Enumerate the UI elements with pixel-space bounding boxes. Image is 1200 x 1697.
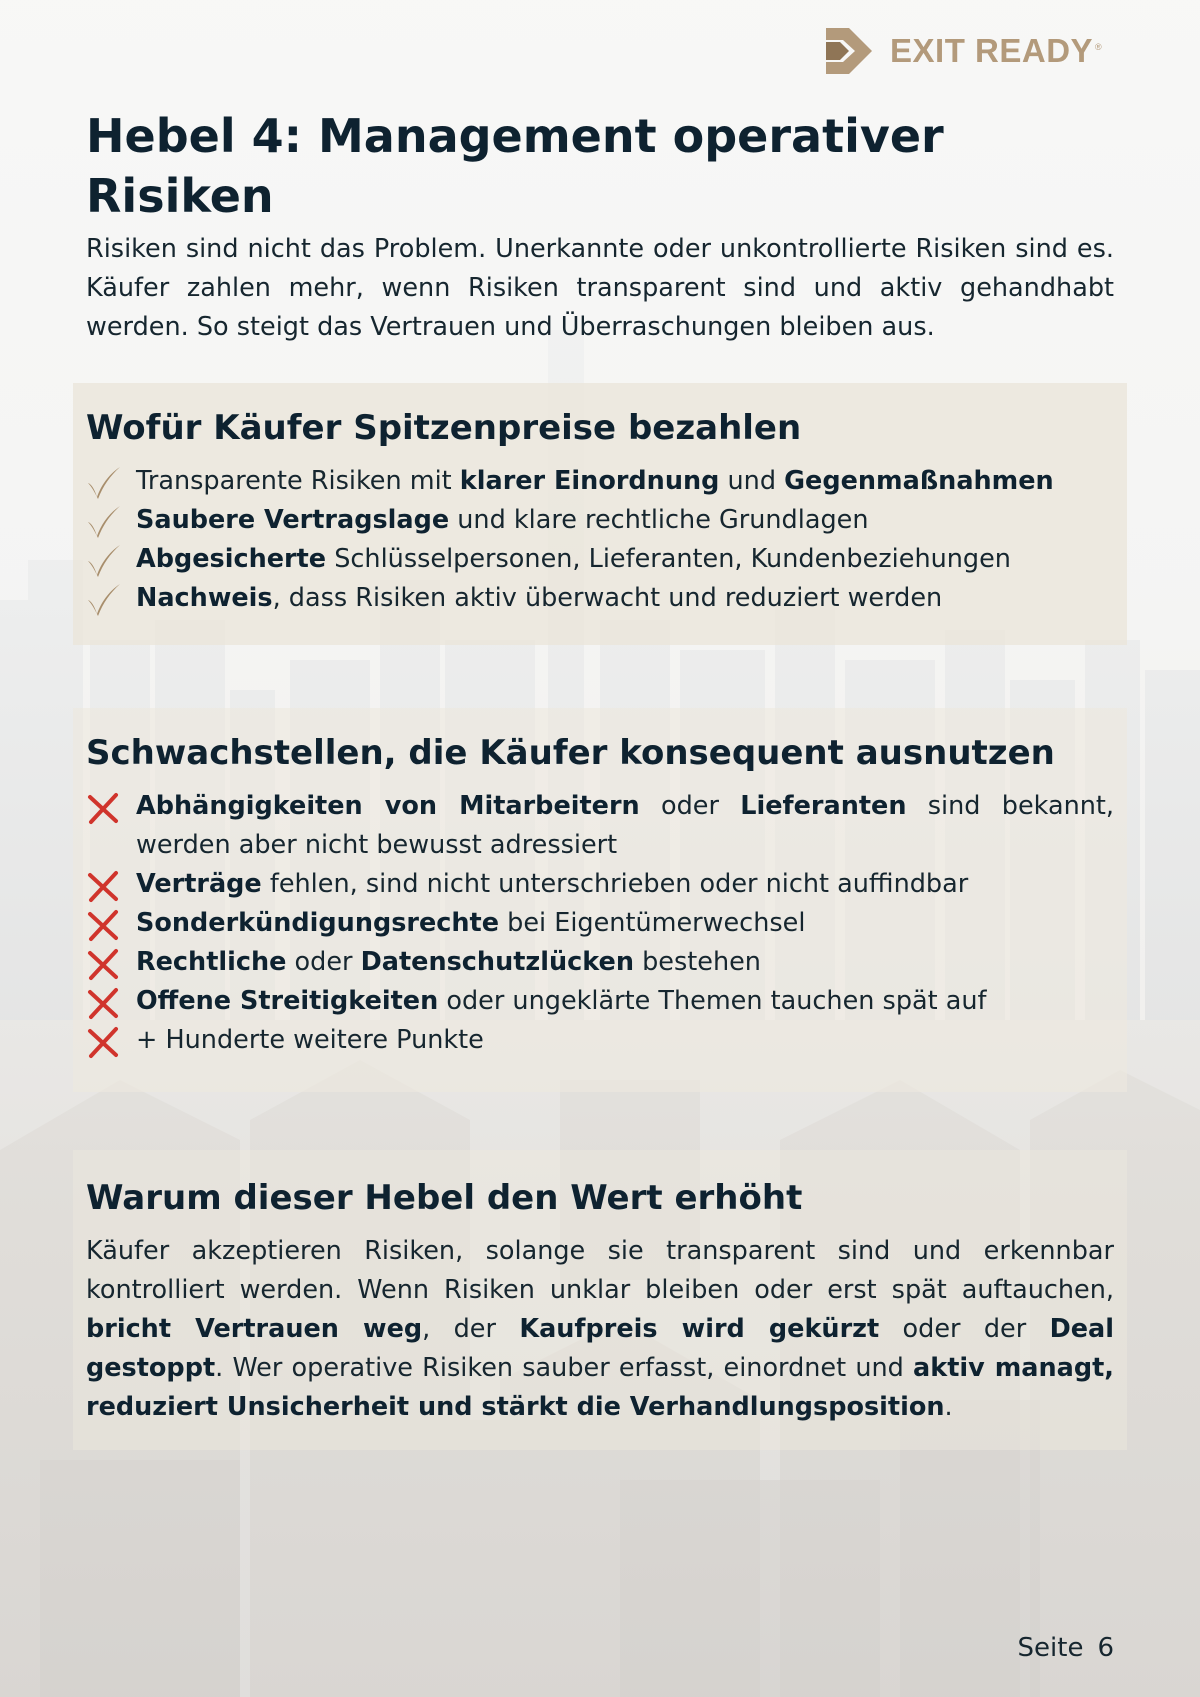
- brand-name: EXIT READY: [890, 32, 1094, 69]
- bold-text: Abgesicherte: [136, 544, 327, 574]
- check-icon: [86, 544, 122, 578]
- bold-text: Kaufpreis wird gekürzt: [519, 1314, 880, 1344]
- text-run: .: [944, 1392, 953, 1422]
- list-item: [86, 865, 1114, 904]
- intro-paragraph: Risiken sind nicht das Problem. Unerkannte oder unkontrollierte Risiken sind es. Käufer zahlen mehr, wenn Risiken transparent sind und aktiv gehandhabt werden. So steigt das Vertrauen und Überraschungen bleiben aus.: [86, 234, 1114, 342]
- value-paragraph: [86, 1232, 1114, 1427]
- check-icon: [86, 505, 122, 539]
- text-run: Käufer akzeptieren Risiken, solange sie transparent sind und erkennbar kontrolliert werden. Wenn Risiken unklar bleiben oder erst spät auftauchen,: [86, 1236, 1114, 1305]
- text-run: sind bekannt, werden aber nicht bewusst adressiert: [136, 791, 1115, 860]
- bold-text: Deal gestoppt: [86, 1314, 1114, 1383]
- negative-list: [86, 787, 1114, 1060]
- bold-text: Lieferanten: [740, 791, 907, 821]
- text-run: Transparente Risiken mit: [136, 466, 460, 496]
- list-item: [86, 787, 1114, 865]
- registered-mark: ®: [1095, 42, 1102, 52]
- page-label: Seite: [1017, 1633, 1084, 1663]
- list-item: [86, 904, 1114, 943]
- bold-text: Gegenmaßnahmen: [784, 466, 1054, 496]
- bold-text: Sonderkündigungsrechte: [136, 908, 500, 938]
- section-value: [86, 1170, 1114, 1427]
- positive-list: [86, 462, 1114, 618]
- text-run: und klare rechtliche Grundlagen: [449, 505, 869, 535]
- bold-text: Saubere Vertragslage: [136, 505, 450, 535]
- section-positive-heading: Wofür Käufer Spitzenpreise bezahlen: [86, 408, 802, 448]
- page-title: Hebel 4: Management operativer Risiken: [86, 109, 944, 223]
- bold-text: Datenschutzlücken: [360, 947, 634, 977]
- cross-icon: [86, 986, 122, 1020]
- list-item: [86, 1021, 1114, 1060]
- page-number: 6: [1097, 1633, 1114, 1663]
- list-item: [86, 943, 1114, 982]
- section-positive: [86, 400, 1114, 618]
- section-value-heading: Warum dieser Hebel den Wert erhöht: [86, 1178, 803, 1218]
- check-icon: [86, 583, 122, 617]
- bold-text: aktiv managt, reduziert Unsicherheit und stärkt die Verhandlungsposition: [86, 1353, 1114, 1422]
- text-run: . Wer operative Risiken sauber erfasst, einordnet und: [215, 1353, 914, 1383]
- list-item: [86, 540, 1114, 579]
- brand-logo: [826, 28, 1102, 74]
- list-item: [86, 579, 1114, 618]
- text-run: fehlen, sind nicht unterschrieben oder nicht auffindbar: [261, 869, 969, 899]
- section-negative: [86, 725, 1114, 1060]
- text-run: + Hunderte weitere Punkte: [136, 1025, 484, 1055]
- text-run: , der: [422, 1314, 520, 1344]
- section-negative-heading: Schwachstellen, die Käufer konsequent ausnutzen: [86, 733, 1055, 773]
- text-run: Schlüsselpersonen, Lieferanten, Kundenbeziehungen: [326, 544, 1011, 574]
- exit-ready-logo-icon: [826, 28, 872, 74]
- bold-text: Offene Streitigkeiten: [136, 986, 439, 1016]
- text-run: oder der: [879, 1314, 1050, 1344]
- cross-icon: [86, 791, 122, 825]
- text-run: und: [719, 466, 785, 496]
- text-run: , dass Risiken aktiv überwacht und reduziert werden: [272, 583, 943, 613]
- text-run: oder ungeklärte Themen tauchen spät auf: [438, 986, 987, 1016]
- bold-text: bricht Vertrauen weg: [86, 1314, 423, 1344]
- text-run: bei Eigentümerwechsel: [499, 908, 806, 938]
- text-run: oder: [286, 947, 361, 977]
- cross-icon: [86, 1025, 122, 1059]
- list-item: [86, 501, 1114, 540]
- bold-text: klarer Einordnung: [459, 466, 720, 496]
- cross-icon: [86, 869, 122, 903]
- bold-text: Rechtliche: [136, 947, 287, 977]
- bold-text: Verträge: [136, 869, 262, 899]
- page-footer: [1018, 1630, 1114, 1666]
- list-item: [86, 462, 1114, 501]
- check-icon: [86, 466, 122, 500]
- list-item: [86, 982, 1114, 1021]
- bold-text: Abhängigkeiten von Mitarbeitern: [136, 791, 640, 821]
- text-run: bestehen: [634, 947, 761, 977]
- cross-icon: [86, 908, 122, 942]
- cross-icon: [86, 947, 122, 981]
- text-run: oder: [639, 791, 741, 821]
- bold-text: Nachweis: [136, 583, 273, 613]
